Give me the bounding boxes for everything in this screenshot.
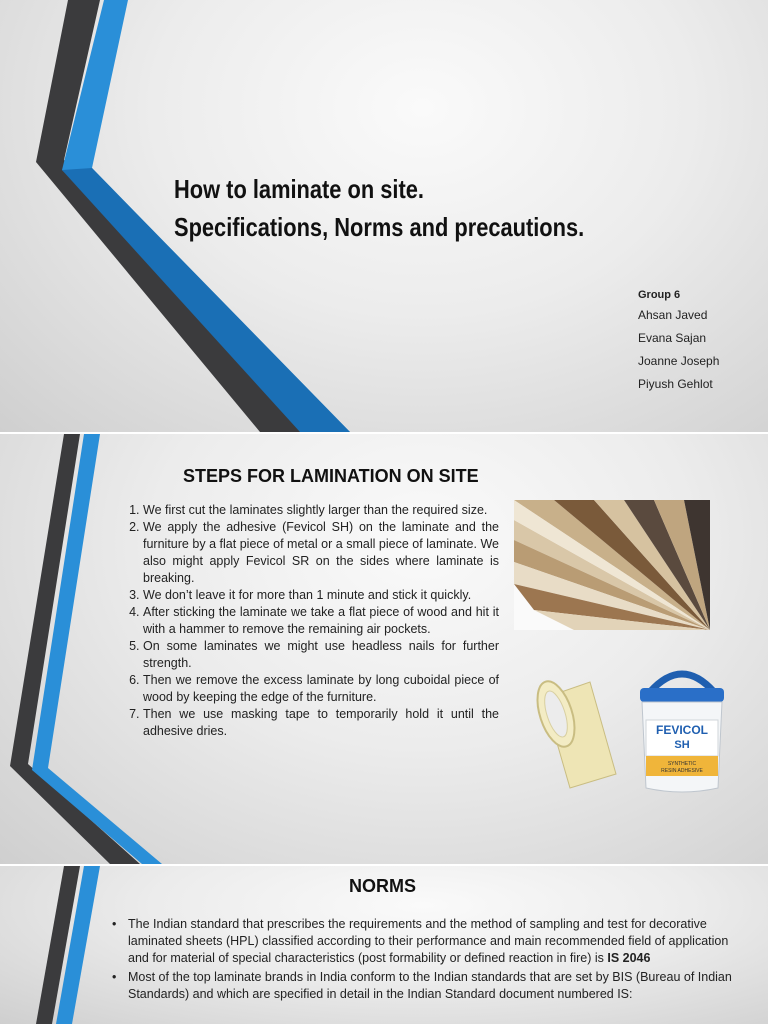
list-item: 2. We apply the adhesive (Fevicol SH) on the laminate and the furniture by a flat piece of metal or a small piece of laminate. We also might apply Fevicol SR on the sides where laminate is breaking. [143,519,499,587]
member-name: Ahsan Javed [638,308,708,322]
list-item: 7. Then we use masking tape to temporarily hold it until the adhesive dries. [143,706,499,740]
laminate-samples-image [514,500,710,630]
member-name: Joanne Joseph [638,354,720,368]
steps-slide [0,434,768,864]
fevicol-brand: FEVICOL [655,723,709,737]
title-line-1: How to laminate on site. [174,174,424,204]
group-label: Group 6 [638,289,681,301]
masking-tape-image [534,674,618,790]
list-item [128,916,748,967]
title-slide [0,0,768,432]
norms-heading: NORMS [349,876,416,896]
fevicol-sub2: RESIN ADHESIVE [661,768,703,774]
norm-standard: IS 2046 [607,951,651,965]
list-item: 3. We don’t leave it for more than 1 minute and stick it quickly. [143,587,499,604]
steps-list [120,502,499,740]
norm-text: The Indian standard that prescribes the requirements and the method of sampling and test for decorative laminated sheets (HPL) classified according to their performance and main recommended field of application and for material of special characteristics (post formability or defined reaction in fire) is [128,917,729,965]
steps-heading: STEPS FOR LAMINATION ON SITE [183,466,479,486]
list-item: 5. On some laminates we might use headless nails for further strength. [143,638,499,672]
title-line-2: Specifications, Norms and precautions. [174,212,585,242]
fevicol-bucket-image [632,662,732,796]
norms-slide [0,866,768,1024]
member-name: Evana Sajan [638,331,707,345]
list-item: • Most of the top laminate brands in India conform to the Indian standards that are set by BIS (Bureau of Indian Standards) and which are specified in detail in the Indian Standard document numbered IS: [128,969,748,1003]
list-item: 6. Then we remove the excess laminate by long cuboidal piece of wood by keeping the edge of the furniture. [143,672,499,706]
fevicol-variant: SH [674,739,690,751]
group-members [638,286,719,396]
norms-list [112,916,748,1005]
fevicol-sub1: SYNTHETIC [667,761,697,767]
list-item: 4. After sticking the laminate we take a flat piece of wood and hit it with a hammer to remove the remaining air pockets. [143,604,499,638]
list-item: 1. We first cut the laminates slightly larger than the required size. [143,502,499,519]
member-name: Piyush Gehlot [638,377,713,391]
page-title [174,170,584,246]
